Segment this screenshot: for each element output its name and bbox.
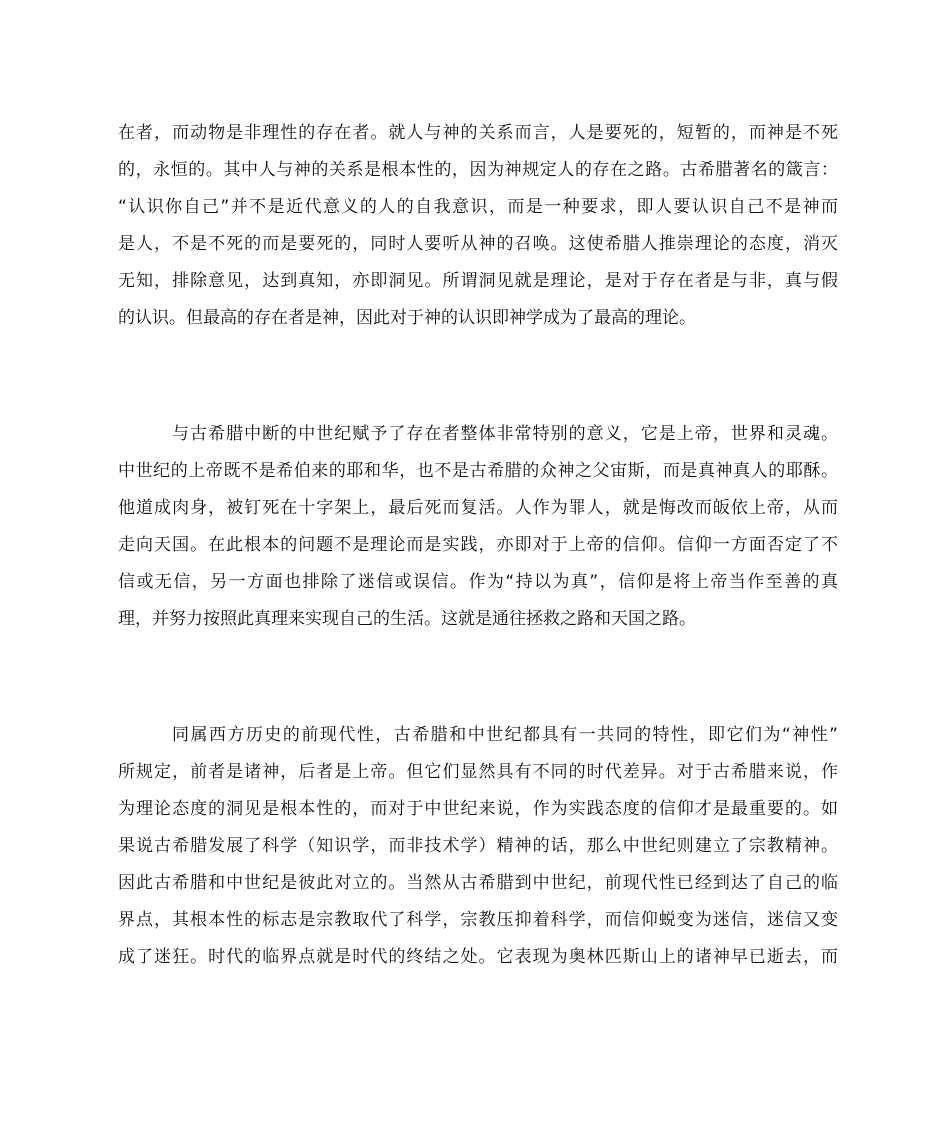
text-line: 在者，而动物是非理性的存在者。就人与神的关系而言，人是要死的，短暂的，而神是不死 [118,123,838,143]
paragraph-greek-gods [118,115,838,337]
text-line: 为理论态度的洞见是根本性的，而对于中世纪来说，作为实践态度的信仰才是最重要的。如 [118,799,838,819]
text-line: 同属西方历史的前现代性，古希腊和中世纪都具有一共同的特性，即它们为“神性” [172,725,838,745]
text-line: 所规定，前者是诸神，后者是上帝。但它们显然具有不同的时代差异。对于古希腊来说，作 [118,762,838,782]
text-line: 理，并努力按照此真理来实现自己的生活。这就是通往拯救之路和天国之路。 [118,609,696,629]
text-line: 是人，不是不死的而是要死的，同时人要听从神的召唤。这使希腊人推崇理论的态度，消灭 [118,234,838,254]
text-line: 信或无信，另一方面也排除了迷信或误信。作为“持以为真”，信仰是将上帝当作至善的真 [118,572,838,592]
text-line: 他道成肉身，被钉死在十字架上，最后死而复活。人作为罪人，就是悔改而皈依上帝，从而 [118,498,838,518]
text-line: 的，永恒的。其中人与神的关系是根本性的，因为神规定人的存在之路。古希腊著名的箴言： [118,160,838,180]
text-line: 的认识。但最高的存在者是神，因此对于神的认识即神学成为了最高的理论。 [118,308,696,328]
text-line: “认识你自己”并不是近代意义的人的自我意识，而是一种要求，即人要认识自己不是神而 [118,197,838,217]
paragraph-premodernity [118,717,838,976]
paragraph-middle-ages [118,416,838,638]
text-line: 与古希腊中断的中世纪赋予了存在者整体非常特别的意义，它是上帝，世界和灵魂。 [172,424,838,444]
text-line: 界点，其根本性的标志是宗教取代了科学，宗教压抑着科学，而信仰蜕变为迷信，迷信又变 [118,910,838,930]
text-line: 果说古希腊发展了科学（知识学，而非技术学）精神的话，那么中世纪则建立了宗教精神。 [118,836,838,856]
text-line: 中世纪的上帝既不是希伯来的耶和华，也不是古希腊的众神之父宙斯，而是真神真人的耶酥。 [118,461,838,481]
text-line: 成了迷狂。时代的临界点就是时代的终结之处。它表现为奥林匹斯山上的诸神早已逝去，而 [118,947,838,967]
text-line: 走向天国。在此根本的问题不是理论而是实践，亦即对于上帝的信仰。信仰一方面否定了不 [118,535,838,555]
text-line: 因此古希腊和中世纪是彼此对立的。当然从古希腊到中世纪，前现代性已经到达了自己的临 [118,873,838,893]
text-line: 无知，排除意见，达到真知，亦即洞见。所谓洞见就是理论，是对于存在者是与非，真与假 [118,271,838,291]
